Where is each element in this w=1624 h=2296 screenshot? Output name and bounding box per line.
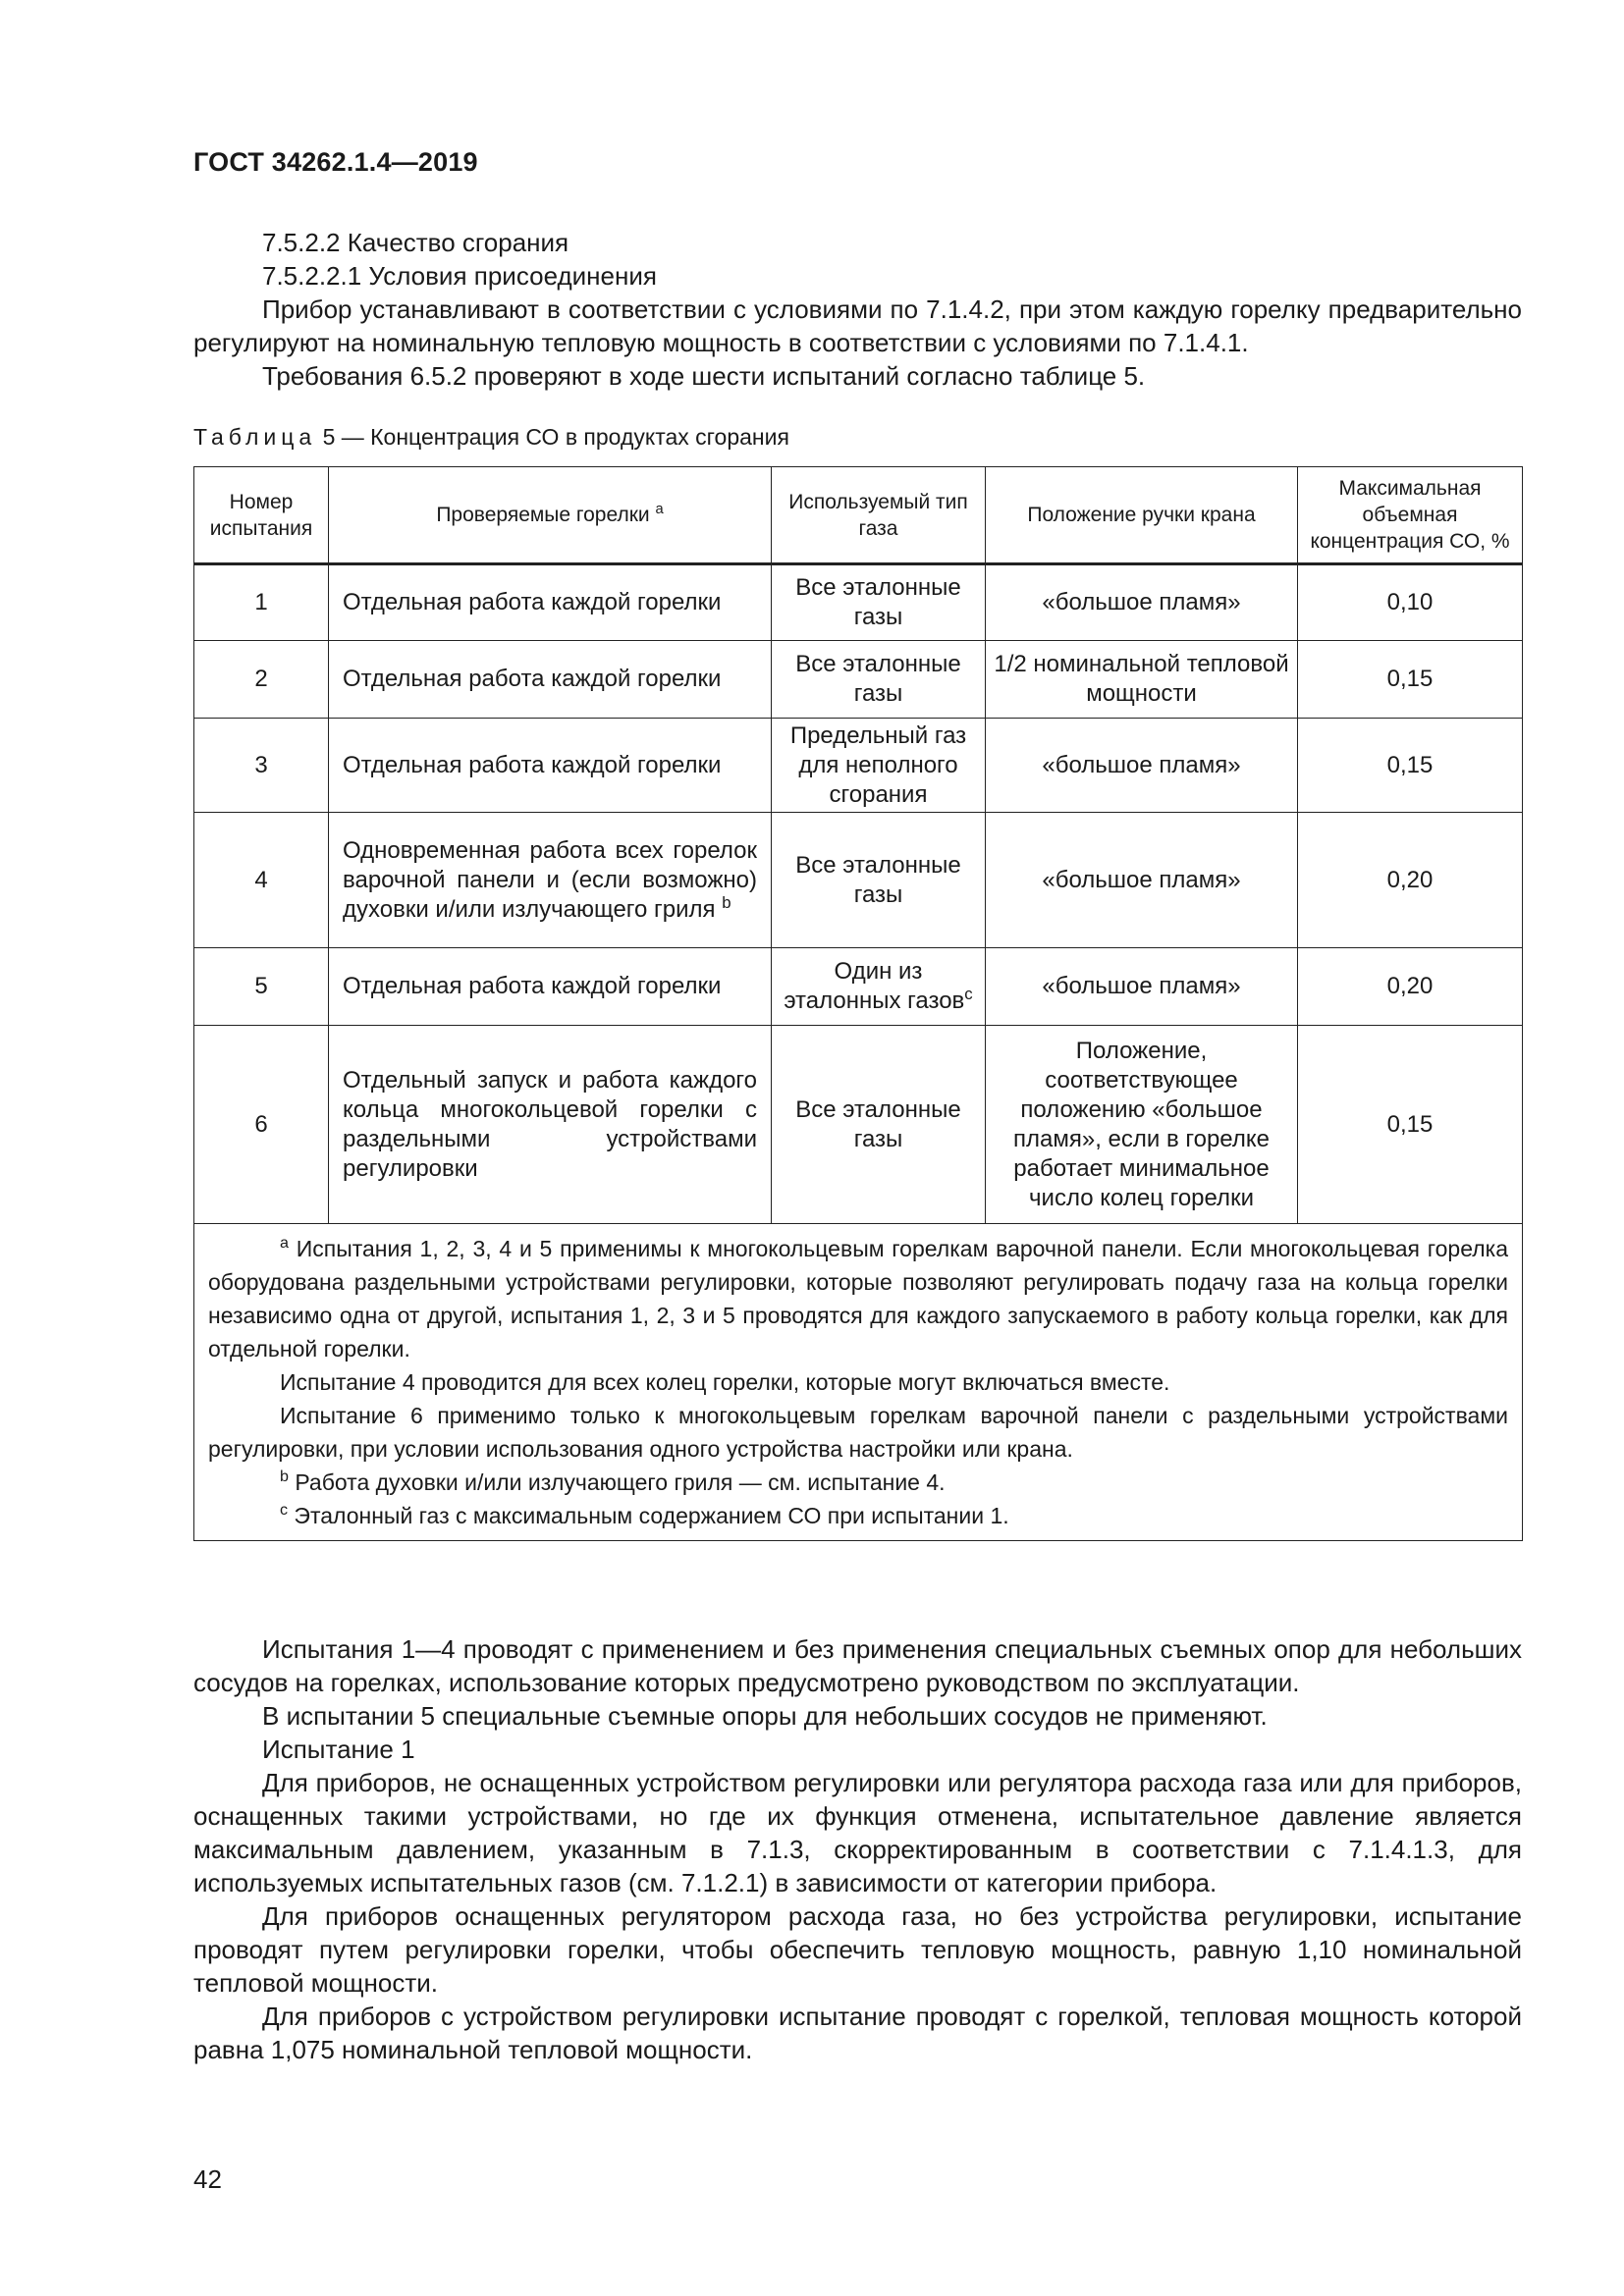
cell-test-number: 3: [194, 719, 329, 813]
cell-burners-text: Одновременная работа всех горелок варочной панели и (если возможно) духовки и/или излучающего гриля: [343, 836, 757, 923]
body-paragraph: Для приборов с устройством регулировки испытание проводят с горелкой, тепловая мощность которой равна 1,075 номинальной тепловой мощности.: [193, 2002, 1522, 2064]
cell-knob-position: «большое пламя»: [986, 813, 1298, 948]
table-caption-text: 5 — Концентрация СО в продуктах сгорания: [316, 424, 789, 450]
cell-knob-position: Положение, соответствующее положению «большое пламя», если в горелке работает минимальное число колец горелки: [986, 1026, 1298, 1224]
intro-paragraph-requirements: Требования 6.5.2 проверяют в ходе шести испытаний согласно таблице 5.: [262, 361, 1146, 391]
footnote-c-text: Эталонный газ с максимальным содержанием СО при испытании 1.: [288, 1503, 1009, 1528]
header-knob-position: Положение ручки крана: [986, 467, 1298, 564]
table-row: [194, 719, 1523, 813]
table-caption: [193, 424, 789, 451]
cell-knob-position: «большое пламя»: [986, 948, 1298, 1026]
table-row: [194, 813, 1523, 948]
cell-co-value: 0,15: [1298, 1026, 1523, 1224]
table-row: [194, 564, 1523, 641]
note-test-6: Испытание 6 применимо только к многокольцевым горелкам варочной панели с раздельными устройствами регулировки, при условии использования одного устройства настройки или крана.: [208, 1403, 1508, 1462]
footnote-c-mark: c: [964, 984, 973, 1003]
table-caption-label: Таблица: [193, 424, 317, 450]
cell-knob-position: «большое пламя»: [986, 719, 1298, 813]
cell-knob-position: «большое пламя»: [986, 564, 1298, 641]
header-burners-label: Проверяемые горелки: [436, 504, 650, 526]
table-row: [194, 948, 1523, 1026]
cell-knob-position: 1/2 номинальной тепловой мощности: [986, 641, 1298, 719]
footnote-b: [208, 1466, 1508, 1499]
cell-gas-type-text: Один из эталонных газов: [784, 958, 965, 1014]
co-concentration-table: [193, 466, 1523, 1541]
table-header-row: [194, 467, 1523, 564]
cell-gas-type: Все эталонные газы: [772, 641, 986, 719]
header-gas-type: Используемый тип газа: [772, 467, 986, 564]
cell-gas-type: Предельный газ для неполного сгорания: [772, 719, 986, 813]
cell-burners: Отдельная работа каждой горелки: [329, 564, 772, 641]
intro-paragraph: Прибор устанавливают в соответствии с условиями по 7.1.4.2, при этом каждую горелку предварительно регулируют на номинальную тепловую мощность в соответствии с условиями по 7.1.4.1.: [193, 294, 1522, 357]
cell-gas-type: Все эталонные газы: [772, 564, 986, 641]
header-test-number: Номер испытания: [194, 467, 329, 564]
footnote-a-text: Испытания 1, 2, 3, 4 и 5 применимы к многокольцевым горелкам варочной панели. Если многокольцевая горелка оборудована раздельными устройствами регулировки, которые позволяют регулировать подачу газа на кольца горелки независимо одна от другой, испытания 1, 2, 3 и 5 проводятся для каждого запускаемого в работу кольца горелки, как для отдельной горелки.: [208, 1236, 1508, 1362]
footnote-b-mark: b: [722, 892, 731, 912]
cell-burners: Отдельная работа каждой горелки: [329, 641, 772, 719]
footnote-c-label: c: [280, 1501, 289, 1520]
standard-designation: ГОСТ 34262.1.4—2019: [193, 147, 478, 177]
body-paragraph: Для приборов, не оснащенных устройством регулировки или регулятора расхода газа или для приборов, оснащенных такими устройствами, но где их функция отменена, испытательное давление является максимальным давлением, указанным в 7.1.3, скорректированным в соответствии с 7.1.4.1.3, для используемых испытательных газов (см. 7.1.2.1) в зависимости от категории прибора.: [193, 1768, 1522, 1897]
footnote-b-text: Работа духовки и/или излучающего гриля — см. испытание 4.: [288, 1469, 946, 1495]
footnote-a: [208, 1232, 1508, 1365]
cell-test-number: 6: [194, 1026, 329, 1224]
cell-burners: Отдельная работа каждой горелки: [329, 719, 772, 813]
footnote-b-label: b: [280, 1468, 289, 1486]
cell-co-value: 0,15: [1298, 719, 1523, 813]
footnote-c: [208, 1499, 1508, 1532]
cell-test-number: 4: [194, 813, 329, 948]
header-co-concentration: Максимальная объемная концентрация СО, %: [1298, 467, 1523, 564]
cell-gas-type: [772, 948, 986, 1026]
table-notes: [194, 1224, 1523, 1541]
body-paragraph: Испытания 1—4 проводят с применением и без применения специальных съемных опор для небольших сосудов на горелках, использование которых предусмотрено руководством по эксплуатации.: [193, 1634, 1522, 1697]
cell-burners: Отдельный запуск и работа каждого кольца многокольцевой горелки с раздельными устройствами регулировки: [329, 1026, 772, 1224]
header-burners: [329, 467, 772, 564]
cell-test-number: 2: [194, 641, 329, 719]
cell-gas-type: Все эталонные газы: [772, 813, 986, 948]
cell-co-value: 0,20: [1298, 813, 1523, 948]
cell-co-value: 0,15: [1298, 641, 1523, 719]
clause-7-5-2-2-1: 7.5.2.2.1 Условия присоединения: [262, 261, 657, 291]
table-notes-row: [194, 1224, 1523, 1541]
intro-section: [193, 226, 1522, 393]
footnote-a-label: a: [280, 1234, 289, 1253]
cell-burners: [329, 813, 772, 948]
cell-gas-type: Все эталонные газы: [772, 1026, 986, 1224]
body-paragraph: Для приборов оснащенных регулятором расхода газа, но без устройства регулировки, испытание проводят путем регулировки горелки, чтобы обеспечить тепловую мощность, равную 1,10 номинальной тепловой мощности.: [193, 1901, 1522, 1998]
clause-7-5-2-2: 7.5.2.2 Качество сгорания: [262, 228, 569, 257]
cell-burners: Отдельная работа каждой горелки: [329, 948, 772, 1026]
table-row: [194, 641, 1523, 719]
note-test-4: Испытание 4 проводится для всех колец горелки, которые могут включаться вместе.: [280, 1369, 1170, 1395]
cell-co-value: 0,20: [1298, 948, 1523, 1026]
cell-co-value: 0,10: [1298, 564, 1523, 641]
cell-test-number: 1: [194, 564, 329, 641]
page-number: 42: [193, 2164, 222, 2194]
cell-test-number: 5: [194, 948, 329, 1026]
footnote-a-mark: a: [655, 501, 664, 517]
body-section: [193, 1632, 1522, 2066]
body-paragraph: В испытании 5 специальные съемные опоры для небольших сосудов не применяют.: [262, 1701, 1268, 1731]
table-row: [194, 1026, 1523, 1224]
test-1-heading: Испытание 1: [262, 1735, 415, 1764]
